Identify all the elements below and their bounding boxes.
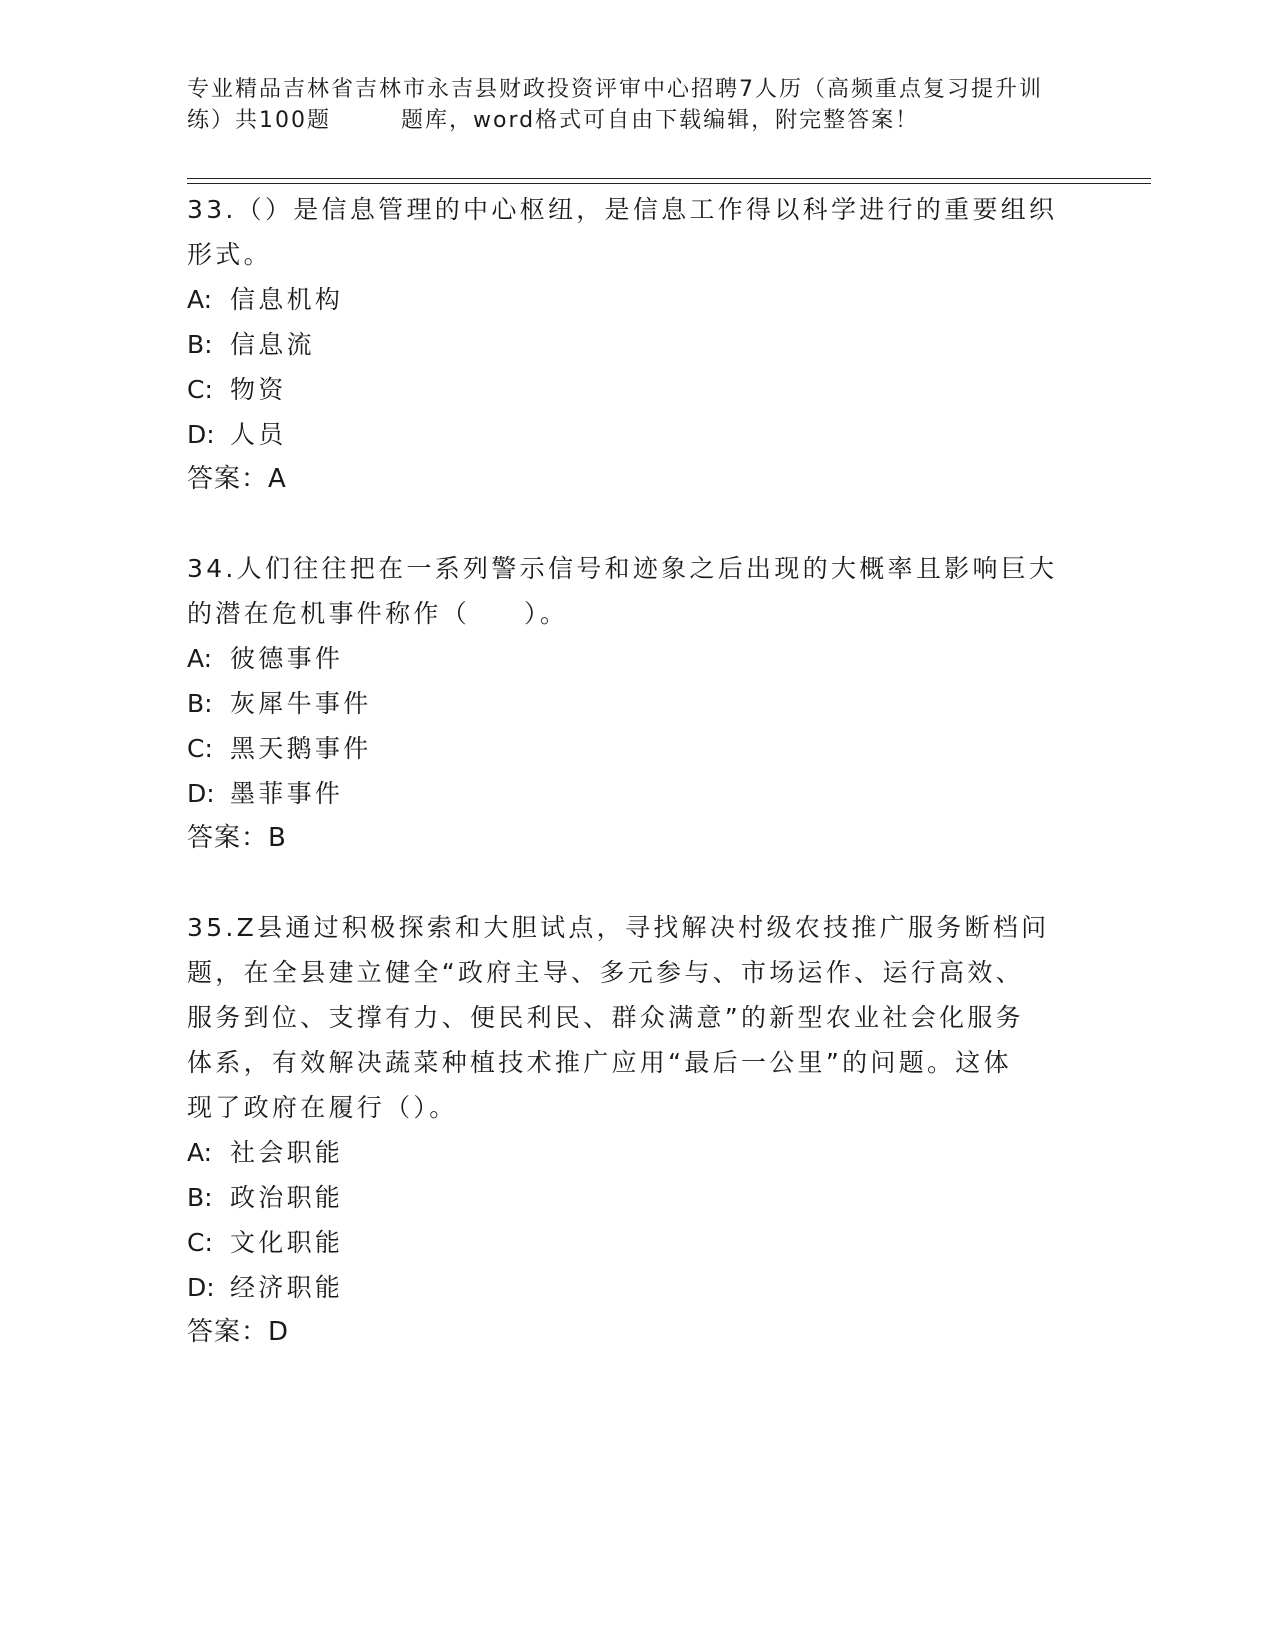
question-stem-line: 体系，有效解决蔬菜种植技术推广应用“最后一公里”的问题。这体 xyxy=(187,1048,1012,1077)
option-c: C: 物资 xyxy=(187,375,287,404)
option-a: A: 彼德事件 xyxy=(187,644,344,673)
page-header xyxy=(187,74,1087,136)
question-33 xyxy=(187,187,1087,502)
question-35 xyxy=(187,905,1087,1355)
question-stem-line: 题，在全县建立健全“政府主导、多元参与、市场运作、运行高效、 xyxy=(187,958,1024,987)
header-line-2-a: 练）共100题 xyxy=(187,108,331,133)
option-b: B: 灰犀牛事件 xyxy=(187,689,372,718)
question-stem-line: 的潜在危机事件称作（ ）。 xyxy=(187,599,569,628)
question-34 xyxy=(187,546,1087,861)
option-b: B: 信息流 xyxy=(187,330,315,359)
header-line-2-b: 题库，word格式可自由下载编辑，附完整答案！ xyxy=(401,108,920,133)
option-b: B: 政治职能 xyxy=(187,1183,344,1212)
option-d: D: 经济职能 xyxy=(187,1273,344,1302)
option-c: C: 黑天鹅事件 xyxy=(187,734,372,763)
header-line-2 xyxy=(187,105,1087,136)
option-a: A: 社会职能 xyxy=(187,1138,344,1167)
option-a: A: 信息机构 xyxy=(187,285,344,314)
header-line-1: 专业精品吉林省吉林市永吉县财政投资评审中心招聘7人历（高频重点复习提升训 xyxy=(187,77,1043,102)
header-divider-top xyxy=(187,178,1151,179)
option-c: C: 文化职能 xyxy=(187,1228,344,1257)
question-stem-line: 35.Z县通过积极探索和大胆试点，寻找解决村级农技推广服务断档问 xyxy=(187,913,1050,942)
question-stem-line: 形式。 xyxy=(187,240,272,269)
question-stem-line: 33.（）是信息管理的中心枢纽，是信息工作得以科学进行的重要组织 xyxy=(187,195,1058,224)
option-d: D: 人员 xyxy=(187,420,287,449)
header-divider-bottom xyxy=(187,183,1151,184)
answer-label: 答案：D xyxy=(187,1317,290,1347)
question-stem-line: 34.人们往往把在一系列警示信号和迹象之后出现的大概率且影响巨大 xyxy=(187,554,1058,583)
question-stem-line: 现了政府在履行（）。 xyxy=(187,1093,458,1122)
option-d: D: 墨菲事件 xyxy=(187,779,344,808)
answer-label: 答案：B xyxy=(187,823,287,853)
question-stem-line: 服务到位、支撑有力、便民利民、群众满意”的新型农业社会化服务 xyxy=(187,1003,1024,1032)
answer-label: 答案：A xyxy=(187,464,287,494)
